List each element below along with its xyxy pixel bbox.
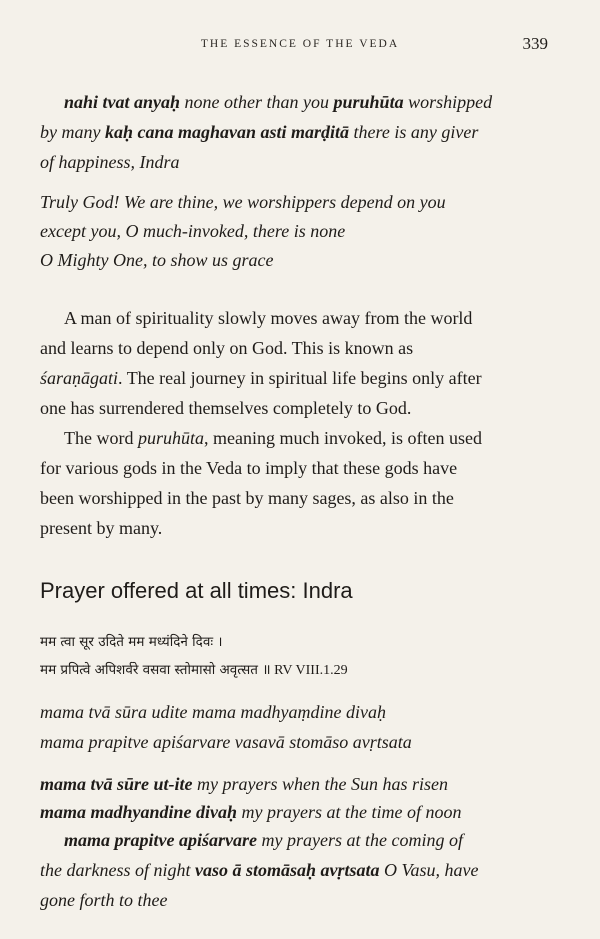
sanskrit-term: kaḥ cana maghavan asti marḍitā [104, 122, 350, 142]
translation-line-2: except you, O much-invoked, there is none [40, 221, 346, 241]
gloss-line-1 [64, 92, 548, 113]
sanskrit-term: nahi tvat anyaḥ [64, 92, 181, 112]
page-number: 339 [522, 34, 548, 53]
sanskrit-term: mama prapitve apiśarvare [64, 830, 257, 850]
gloss-text: O Vasu, have [379, 860, 479, 880]
gloss-text: there is any giver [349, 122, 479, 142]
section-heading: Prayer offered at all times: Indra [40, 578, 353, 603]
para2-line-2: for various gods in the Veda to imply that these gods have [40, 458, 458, 478]
para1-line-2: and learns to depend only on God. This is known as [40, 338, 414, 358]
sanskrit-term: vaso ā stomāsaḥ avṛtsata [195, 860, 380, 880]
translation-line-1: Truly God! We are thine, we worshippers depend on you [40, 192, 446, 212]
body-text: , meaning much invoked, is often used [204, 428, 482, 448]
sanskrit-term: mama madhyandine divaḥ [40, 802, 238, 822]
gloss-text: none other than you [180, 92, 334, 112]
para2-line-3: been worshipped in the past by many sages, as also in the [40, 488, 454, 508]
page-header [0, 34, 600, 56]
gloss-line-2 [40, 122, 548, 143]
word-gloss-line-2 [40, 802, 548, 823]
gloss-text: the darkness of night [40, 860, 195, 880]
devanagari-text: मम प्रपित्वे अपिशर्वरे वसवा स्तोमासो अवृत्सत [40, 662, 258, 678]
sanskrit-term: puruhūta [137, 428, 204, 448]
verse-reference: ॥ RV VIII.1.29 [262, 663, 348, 678]
para2-line-1 [64, 428, 548, 449]
sanskrit-term: śaraṇāgati [40, 368, 119, 388]
para1-line-3 [40, 368, 548, 389]
gloss-text: my prayers when the Sun has risen [192, 774, 448, 794]
transliteration-line-2: mama prapitve apiśarvare vasavā stomāso avṛtsata [40, 732, 412, 752]
sanskrit-term: puruhūta [333, 92, 404, 112]
translation-line-3: O Mighty One, to show us grace [40, 250, 274, 270]
transliteration-line-1: mama tvā sūra udite mama madhyaṃdine divaḥ [40, 702, 386, 722]
para1-line-1: A man of spirituality slowly moves away from the world [64, 308, 473, 328]
devanagari-line-2 [40, 660, 548, 679]
word-gloss-line-1 [40, 774, 548, 795]
gloss-line-3: of happiness, Indra [40, 152, 180, 172]
para1-line-4: one has surrendered themselves completely to God. [40, 398, 412, 418]
word-gloss-line-3 [64, 830, 548, 851]
body-text: The word [64, 428, 138, 448]
word-gloss-line-5: gone forth to thee [40, 890, 168, 910]
gloss-text: my prayers at the coming of [256, 830, 463, 850]
para2-line-4: present by many. [40, 518, 163, 538]
body-text: . The real journey in spiritual life begins only after [118, 368, 482, 388]
devanagari-line-1: मम त्वा सूर उदिते मम मध्यंदिने दिवः । [40, 634, 223, 650]
running-head: THE ESSENCE OF THE VEDA [200, 38, 400, 50]
gloss-text: by many [40, 122, 105, 142]
gloss-text: worshipped [403, 92, 493, 112]
sanskrit-term: mama tvā sūre ut-ite [40, 774, 193, 794]
gloss-text: my prayers at the time of noon [237, 802, 462, 822]
word-gloss-line-4 [40, 860, 548, 881]
